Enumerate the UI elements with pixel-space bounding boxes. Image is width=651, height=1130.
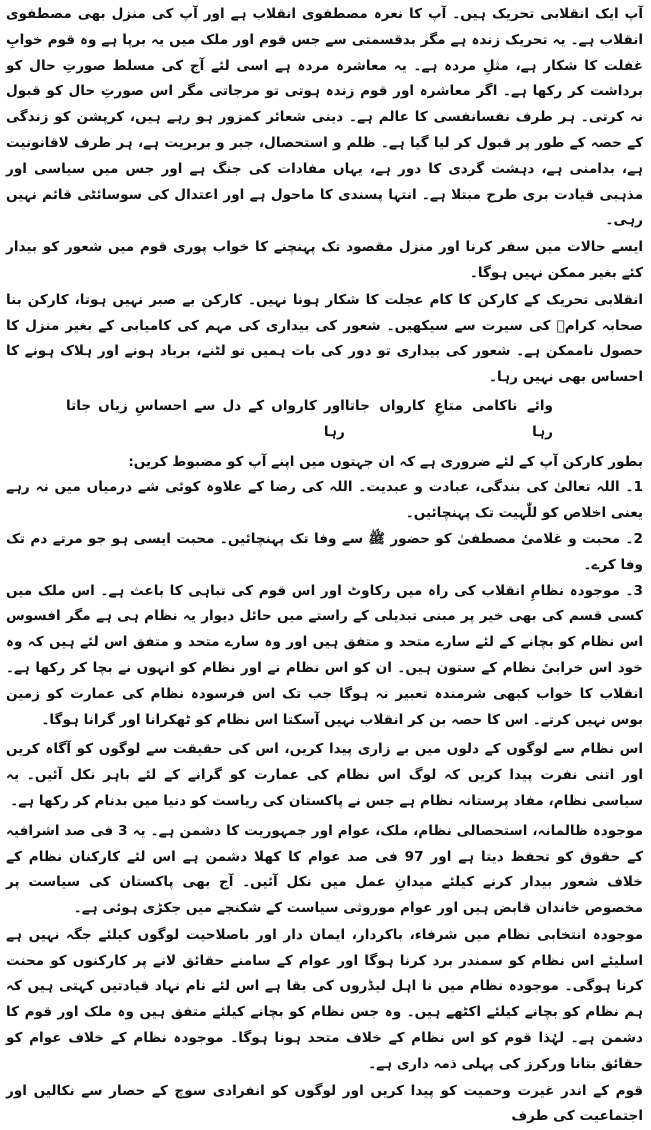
couplet-first-line: وائے ناکامی متاعِ کارواں جاتا رہا: [344, 397, 553, 440]
paragraph-dimensions-intro: بطور کارکن آپ کے لئے ضروری ہے کہ ان جہتوں میں اپنے آپ کو مضبوط کریں:: [128, 453, 643, 470]
list-item-love: 2۔ محبت و غلامیٔ مصطفیٰ کو حضور ﷺ سے وفا تک پہنچائیں۔ محبت ایسی ہو جو مرتے دم تک وفا کرے۔: [6, 530, 643, 573]
paragraph-hatred-of-system: اس نظام سے لوگوں کے دلوں میں بے زاری پیدا کریں، اس کی حقیقت سے لوگوں کو آگاہ کریں اور اتنی نفرت پیدا کریں کہ لوگ اس نظام کی عمارت کو گرانے کے لئے باہر نکل آئیں۔ یہ سیاسی نظام، مفاد پرستانہ نظام ہے جس نے پاکستان کی ریاست کو دنیا میں بدنام کر رکھا ہے۔: [6, 741, 643, 809]
poetry-couplet: [6, 394, 643, 446]
list-item-devotion: 1۔ اللہ تعالیٰ کی بندگی، عبادت و عبدیت۔ اللہ کی رضا کے علاوہ کوئی شے درمیاں میں نہ رہے یعنی اخلاص کو للّٰہیت تک پہنچائیں۔: [6, 479, 643, 522]
paragraph-awareness: ایسے حالات میں سفر کرنا اور منزل مقصود تک پہنچنے کا خواب پوری قوم میں شعور کو بیدار کئے بغیر ممکن نہیں ہوگا۔: [6, 239, 643, 281]
paragraph-intro: آپ ایک انقلابی تحریک ہیں۔ آپ کا نعرہ مصطفوی انقلاب ہے اور آپ کی منزل بھی مصطفوی انقلاب ہے۔ یہ تحریک زندہ ہے مگر بدقسمتی سے جس قوم اور ملک میں یہ برپا ہے وہ قوم خوابِ غفلت کا شکار ہے، مثلِ مردہ ہے۔ یہ معاشرہ مردہ ہے اسی لئے آج کی مسلط صورتِ حال کو برداشت کر رکھا ہے۔ اگر معاشرہ اور قوم زندہ ہوتی تو مرجاتی مگر اس صورتِ حال کو قبول نہ کرتی۔ ہر طرف نفسانفسی کا عالم ہے۔ دینی شعائر کمزور ہو رہے ہیں، کرپشن کو زندگی کے حصہ کے طور پر قبول کر لیا گیا ہے۔ ظلم و استحصال، جبر و بربریت ہے، ہر طرف لاقانونیت ہے، بدامنی ہے، دہشت گردی کا دور ہے، یہاں مفادات کی جنگ ہے اور جس میں سیاسی اور مذہبی قیادت بری طرح مبتلا ہے۔ انتہا پسندی کا ماحول ہے اور اعتدال کی سوسائٹی قائم نہیں رہی۔: [6, 6, 643, 229]
list-item-system: 3۔ موجودہ نظامِ انقلاب کی راہ میں رکاوٹ اور اس قوم کی تباہی کا باعث ہے۔ اس ملک میں کسی قسم کی بھی خیر پر مبنی تبدیلی کے راستے میں حائل دیوار یہ نظام ہی ہے مگر افسوس اس نظام کو بچانے کے لئے سارے متحد و متفق ہیں اور وہ سارے متحد و متفق اس لئے ہیں کہ وہ خود اس خرابیٔ نظام کے ستون ہیں۔ ان کو اس نظام نے اور نظام کو انہوں نے بچا کر رکھا ہے۔ انقلاب کا خواب کبھی شرمندہ تعبیر نہ ہوگا جب تک اس فرسودہ نظام کی عمارت کو زمین بوس نہیں کرتے۔ اس کا حصہ بن کر انقلاب نہیں آسکتا اس نظام کو ٹھکرانا اور گرانا ہوگا۔: [6, 582, 643, 728]
couplet-second-line: اور کارواں کے دل سے احساسِ زیاں جاتا رہا: [66, 397, 345, 440]
paragraph-national-honor: قوم کے اندر غیرت وحمیت کو پیدا کریں اور لوگوں کو انفرادی سوچ کے حصار سے نکالیں اور اجتماعیت کی طرف: [6, 1082, 643, 1125]
paragraph-oppressive-system: موجودہ ظالمانہ، استحصالی نظام، ملک، عوام اور جمہوریت کا دشمن ہے۔ یہ 3 فی صد اشرافیہ کے حقوق کو تحفظ دیتا ہے اور 97 فی صد عوام کا کھلا دشمن ہے اس لئے کارکنان نظام کے خلاف شعور بیدار کرنے کیلئے میدانِ عمل میں نکل آئیں۔ آج بھی پاکستان کی سیاست پر مخصوص خاندان قابض ہیں اور عوام موروثی سیاست کے شکنجے میں جکڑی ہوئی ہے۔: [6, 822, 644, 917]
paragraph-electoral-system: موجودہ انتخابی نظام میں شرفاء، باکردار، ایمان دار اور باصلاحیت لوگوں کیلئے جگہ نہیں ہے اسلیئے اس نظام کو سمندر برد کرنا ہوگا اور عوام کے سامنے حقائق لانے پر کارکنوں کو محنت کرنا ہوگی۔ موجودہ نظام میں نا اہل لیڈروں کی بقا ہے اس لئے نام نہاد قیادتیں کہتی ہیں کہ ہم نظام کو بچانے کیلئے اکٹھے ہیں۔ وہ جس نظام کو بچانے کیلئے متفق ہیں وہ ملک اور قوم کا دشمن ہے۔ لہٰذا قوم کو اس نظام کے خلاف متحد ہونا ہوگا۔ موجودہ نظام کے خلاف عوام کو حقائق بتانا ورکرز کی پہلی ذمہ داری ہے۔: [6, 926, 643, 1072]
paragraph-worker-patience: انقلابی تحریک کے کارکن کا کام عجلت کا شکار ہونا نہیں۔ کارکن بے صبر نہیں ہوتا، کارکن بنا صحابہ کرامؓ کی سیرت سے سیکھیں۔ شعور کی بیداری کی مہم کی کامیابی کے بغیر منزل کا حصول ناممکن ہے۔ شعور کی بیداری تو دور کی بات ہمیں تو لٹنے، برباد ہونے اور ہلاک ہونے کا احساس بھی نہیں رہا۔: [6, 291, 643, 386]
